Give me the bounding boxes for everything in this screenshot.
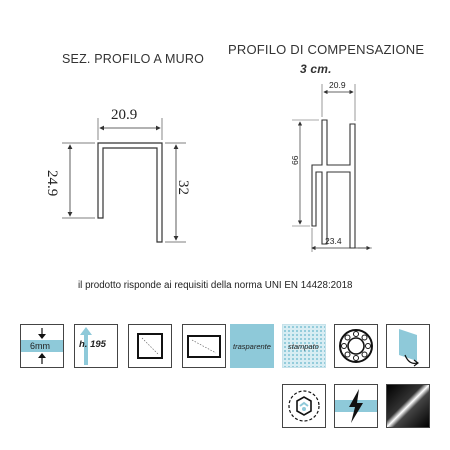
compliance-note: il prodotto risponde ai requisiti della norma UNI EN 14428:2018 bbox=[78, 280, 353, 291]
printed-label: stampato bbox=[288, 342, 319, 351]
wall-profile-drawing bbox=[62, 118, 186, 242]
wall-right-height-label: 32 bbox=[175, 180, 191, 195]
glass-thickness-label: 6mm bbox=[30, 341, 50, 351]
transparent-glass-icon bbox=[230, 324, 274, 368]
compensation-size: 3 cm. bbox=[300, 62, 332, 76]
wall-profile-title: SEZ. PROFILO A MURO bbox=[62, 52, 205, 66]
wall-left-height-label: 24.9 bbox=[44, 170, 60, 197]
rectangle-frame-icon bbox=[182, 324, 226, 368]
wall-width-label: 20.9 bbox=[111, 107, 138, 123]
reversible-door-icon bbox=[386, 324, 430, 368]
bearing-icon bbox=[334, 324, 378, 368]
comp-top-width-label: 20.9 bbox=[329, 80, 346, 90]
compensation-profile-drawing bbox=[292, 84, 372, 252]
easy-clean-icon bbox=[282, 384, 326, 428]
height-label: h. 195 bbox=[79, 339, 106, 350]
anti-limescale-icon bbox=[334, 384, 378, 428]
comp-bottom-width-label: 23.4 bbox=[325, 236, 342, 246]
compensation-profile-title: PROFILO DI COMPENSAZIONE bbox=[228, 42, 425, 57]
comp-height-label: 66 bbox=[290, 155, 300, 165]
printed-glass-icon bbox=[282, 324, 326, 368]
square-frame-icon bbox=[128, 324, 172, 368]
transparent-label: trasparente bbox=[233, 342, 271, 351]
height-icon bbox=[74, 324, 118, 368]
glass-thickness-icon bbox=[20, 324, 64, 368]
chrome-finish-icon bbox=[386, 384, 430, 428]
